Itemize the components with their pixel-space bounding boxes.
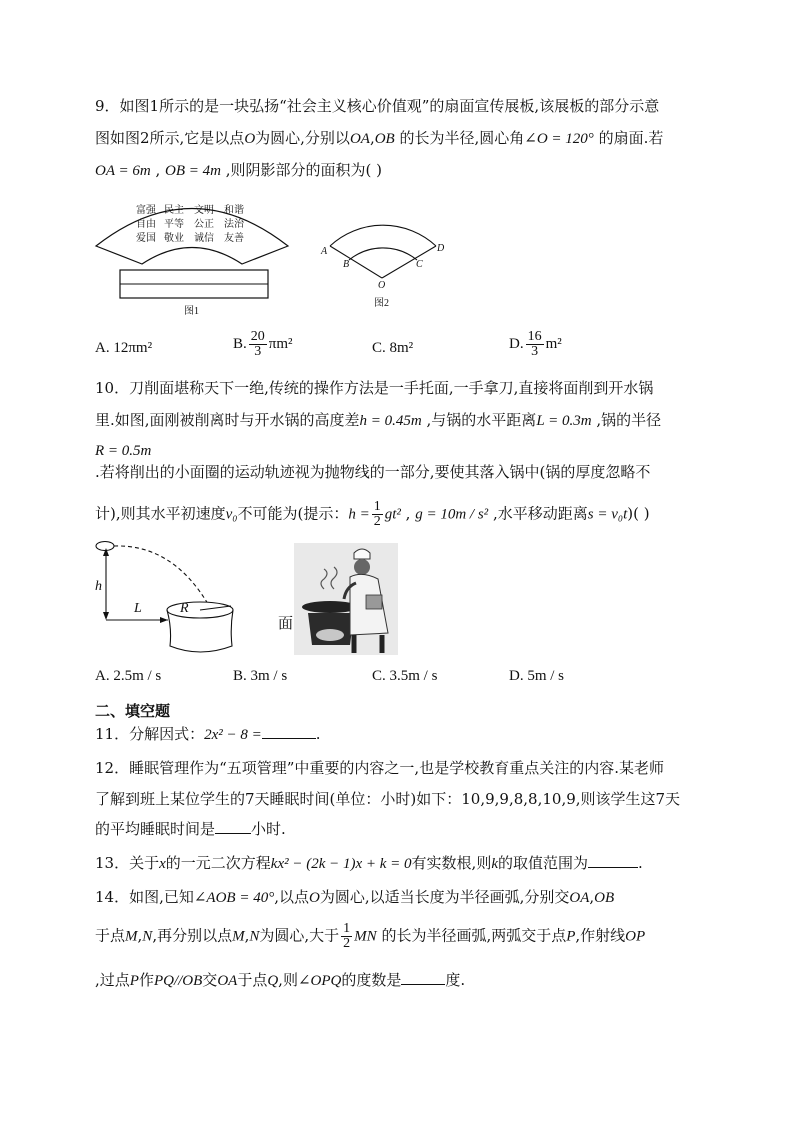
q9-option-d-label: D. [509, 335, 524, 352]
fan-word-8: 法治 [224, 219, 244, 230]
q11-period: . [315, 725, 321, 743]
q10-option-b-text: B. 3m / s [233, 668, 288, 684]
q14-comma: , [589, 888, 595, 906]
q10-v0: v₀ [225, 506, 238, 523]
q10-half-fraction [372, 500, 383, 529]
q9-option-c[interactable] [372, 338, 413, 358]
fan-word-2: 民主 [164, 205, 184, 216]
q10-formula-gt: gt² [384, 506, 401, 523]
q14-mn: MN [354, 928, 377, 945]
q10-sep: , [400, 504, 416, 523]
q9-angle: ∠O = 120° [524, 131, 594, 147]
stove-opening [316, 629, 344, 641]
q14-text3l: 度. [445, 971, 466, 989]
q13-mid2: 有实数根,则 [411, 854, 492, 872]
q12-text2: 了解到班上某位学生的7天睡眠时间(单位：小时)如下：10,9,9,8,8,10,9,则该学生这7天 [95, 790, 681, 808]
q9-question: ,则阴影部分的面积为( ) [220, 161, 382, 179]
fig1-caption: 图1 [184, 306, 199, 317]
q10-l-value: L = 0.3m [536, 413, 592, 429]
fan-word-9: 爱国 [136, 233, 156, 244]
q14-text3a: ,过点 [95, 971, 130, 989]
inner-arc [349, 248, 417, 260]
label-a: A [321, 246, 328, 257]
q9-option-a[interactable] [95, 338, 152, 358]
q10-h-value: h = 0.45m [359, 413, 422, 429]
q9-ob: OB [374, 131, 395, 147]
q12-line1 [95, 758, 664, 778]
fig2-labels [320, 243, 445, 291]
q10-r-value: R = 0.5m [95, 443, 152, 459]
q14-line3 [95, 970, 465, 991]
q10-text4: .若将削出的小面圈的运动轨迹视为抛物线的一部分,要使其落入锅中(锅的厚度忽略不 [95, 463, 651, 481]
q14-angle-aob: ∠AOB = 40° [193, 890, 275, 906]
q9-option-b-unit: πm² [268, 335, 293, 352]
q13-answer-blank[interactable] [588, 853, 638, 868]
q14-text3i: ,则 [278, 971, 298, 989]
q13-prefix: 13．关于 [95, 854, 160, 872]
q10-line2 [95, 410, 661, 431]
q9-option-d-den: 3 [531, 344, 539, 359]
q13-var-x: x [159, 856, 166, 872]
q10-option-a[interactable] [95, 666, 161, 686]
q9-option-d-num: 16 [527, 329, 542, 344]
q14-text2a: 于点 [95, 926, 126, 945]
parabola-path [114, 546, 208, 604]
q11 [95, 724, 321, 745]
q14-text3k: 的度数是 [341, 971, 402, 989]
q14-ob: OB [594, 890, 615, 906]
fan-word-5: 自由 [136, 219, 156, 230]
q10-text2a: 里.如图,面刚被削离时与开水锅的高度差 [95, 411, 360, 429]
q12-text3a: 的平均睡眠时间是 [95, 820, 216, 838]
q14-text2i: 为圆心,大于 [259, 926, 340, 945]
q9-option-b-label: B. [233, 335, 247, 352]
q14-half-fraction [341, 922, 352, 951]
q9-line3 [95, 160, 382, 181]
radius-oa [330, 246, 382, 278]
q9-option-b-den: 3 [254, 344, 262, 359]
q13-mid: 的一元二次方程 [165, 854, 271, 872]
fan-word-1: 富强 [136, 205, 156, 216]
q10-formula-h: h = [348, 506, 370, 523]
q9-figure2 [316, 206, 452, 312]
q14-parallel: PQ//OB [153, 973, 203, 989]
q9-comma: , [369, 129, 375, 147]
q11-expression: 2x² − 8 = [204, 727, 262, 743]
q14-text3g: 于点 [237, 971, 268, 989]
q12-line2 [95, 789, 680, 809]
fan-word-11: 诚信 [194, 233, 214, 244]
dough-block [366, 595, 382, 609]
q9-sep: , [150, 161, 165, 179]
q9-option-b-num: 20 [250, 329, 265, 344]
radius-od [382, 246, 436, 278]
q14-line2 [95, 922, 645, 951]
q9-ob-value: OB = 4m [165, 163, 221, 179]
q14-point-n: N [142, 928, 153, 945]
q10-half-den: 2 [373, 514, 381, 529]
q9-text1: 9．如图1所示的是一块弘扬“社会主义核心价值观”的扇面宣传展板,该展板的部分示意 [95, 97, 660, 115]
dough-ring [96, 542, 114, 551]
q14-comma2: , [137, 926, 143, 945]
q14-half-num: 1 [343, 921, 351, 936]
q14-angle-opq: ∠OPQ [297, 973, 342, 989]
label-b: B [343, 259, 350, 270]
q10-text5h: ,水平移动距离 [488, 504, 588, 523]
q10-text5a: 计),则其水平初速度 [95, 504, 226, 523]
q13-equation: kx² − (2k − 1)x + k = 0 [270, 856, 412, 872]
q14-oa: OA [569, 890, 590, 906]
label-c: C [416, 259, 423, 270]
q12-text1: 12．睡眠管理作为“五项管理”中重要的内容之一,也是学校教育重点关注的内容.某老师 [95, 759, 664, 777]
label-o: O [378, 280, 386, 291]
q10-line1 [95, 378, 653, 398]
q10-trajectory-figure [92, 536, 252, 658]
q9-figure1 [92, 196, 292, 320]
q14-comma3: , [244, 926, 250, 945]
q14-text1e: 为圆心,以适当长度为半径画弧,分别交 [319, 888, 570, 906]
q10-option-c[interactable] [372, 666, 437, 686]
q13-period: . [638, 854, 643, 872]
q14-text2k: 的长为半径画弧,两弧交于点 [376, 926, 567, 945]
q10-text5c: 不可能为(提示： [237, 504, 349, 523]
q11-prefix: 11．分解因式： [95, 725, 205, 743]
q14-point-n2: N [249, 928, 260, 945]
label-r: R [180, 601, 189, 616]
q13-suffix: 的取值范围为 [498, 854, 589, 872]
q10-text2e: ,锅的半径 [591, 411, 662, 429]
q10-g-value: g = 10m / s² [415, 506, 489, 523]
q14-ray-op: OP [625, 928, 646, 945]
q14-point-p: P [566, 928, 576, 945]
distance-arrow [160, 617, 168, 623]
label-l: L [134, 601, 142, 616]
q14-text2m: ,作射线 [575, 926, 626, 945]
q9-option-a-text: A. 12πm² [95, 340, 153, 356]
q10-option-a-text: A. 2.5m / s [95, 668, 162, 684]
q9-option-b[interactable] [233, 330, 293, 359]
q9-option-d-unit: m² [545, 335, 562, 352]
label-d: D [437, 243, 445, 254]
q9-option-b-fraction [249, 330, 267, 359]
fan-word-10: 敬业 [164, 233, 184, 244]
chef-hat [354, 549, 370, 559]
section-fill-in-blank: 二、填空题 [95, 702, 171, 720]
q14-point-o: O [309, 890, 320, 906]
q10-formula-s: s = v₀t [587, 506, 628, 523]
q14-point-p2: P [129, 973, 139, 989]
q9-text2g: 的长为半径,圆心角 [394, 129, 525, 147]
q12-text3b: 小时. [251, 820, 286, 838]
outer-arc [330, 225, 436, 246]
q14-text1c: ,以点 [274, 888, 309, 906]
q14-text3e: 交 [202, 971, 218, 989]
fan-word-7: 公正 [194, 219, 214, 230]
q14-text2e: ,再分别以点 [152, 926, 233, 945]
q10-text2c: ,与锅的水平距离 [421, 411, 537, 429]
q14-text3c: 作 [138, 971, 154, 989]
q10-option-b[interactable] [233, 666, 287, 686]
q14-oa2: OA [217, 973, 238, 989]
chef-head [354, 559, 370, 575]
fan-word-3: 文明 [194, 205, 214, 216]
q14-line1 [95, 887, 614, 908]
q13-var-k: k [491, 856, 498, 872]
q9-line1 [95, 96, 659, 116]
q9-text2c: 为圆心,分别以 [255, 129, 350, 147]
q10-line4 [95, 462, 650, 482]
q9-option-d-fraction [526, 330, 544, 359]
q10-half-num: 1 [373, 499, 381, 514]
q9-text2i: 的扇面.若 [593, 129, 664, 147]
q14-half-den: 2 [343, 936, 351, 951]
q12-line3 [95, 819, 286, 839]
q14-answer-blank[interactable] [401, 970, 445, 985]
q10-option-c-text: C. 3.5m / s [372, 668, 438, 684]
q10-option-d-text: D. 5m / s [509, 668, 565, 684]
label-h: h [95, 579, 102, 594]
q9-oa: OA [349, 131, 370, 147]
chef-photo [294, 543, 398, 655]
q13 [95, 853, 643, 874]
q9-line2 [95, 128, 663, 149]
fan-word-12: 友善 [224, 233, 244, 244]
q9-text2a: 图如图2所示,它是以点 [95, 129, 245, 147]
q14-point-m: M [125, 928, 138, 945]
q11-answer-blank[interactable] [262, 724, 316, 739]
q12-answer-blank[interactable] [215, 819, 251, 834]
q9-point-o: O [244, 131, 256, 147]
q10-line5 [95, 500, 650, 529]
q10-text1: 10．刀削面堪称天下一绝,传统的操作方法是一手托面,一手拿刀,直接将面削到开水锅 [95, 379, 654, 397]
q14-text1a: 14．如图,已知 [95, 888, 194, 906]
q9-option-d[interactable] [509, 330, 562, 359]
q9-option-c-text: C. 8m² [372, 340, 414, 356]
q10-question: )( ) [627, 504, 650, 523]
fan-word-4: 和谐 [224, 205, 244, 216]
photo-caption: 面 [278, 616, 294, 632]
q10-option-d[interactable] [509, 666, 564, 686]
fan-shape [96, 209, 288, 265]
fig2-caption: 图2 [374, 298, 389, 309]
q10-line3 [95, 440, 151, 461]
fan-word-6: 平等 [164, 219, 184, 230]
q14-point-q: Q [267, 973, 279, 989]
q14-point-m2: M [232, 928, 245, 945]
height-arrow-down [103, 612, 109, 620]
q9-oa-value: OA = 6m [95, 163, 151, 179]
